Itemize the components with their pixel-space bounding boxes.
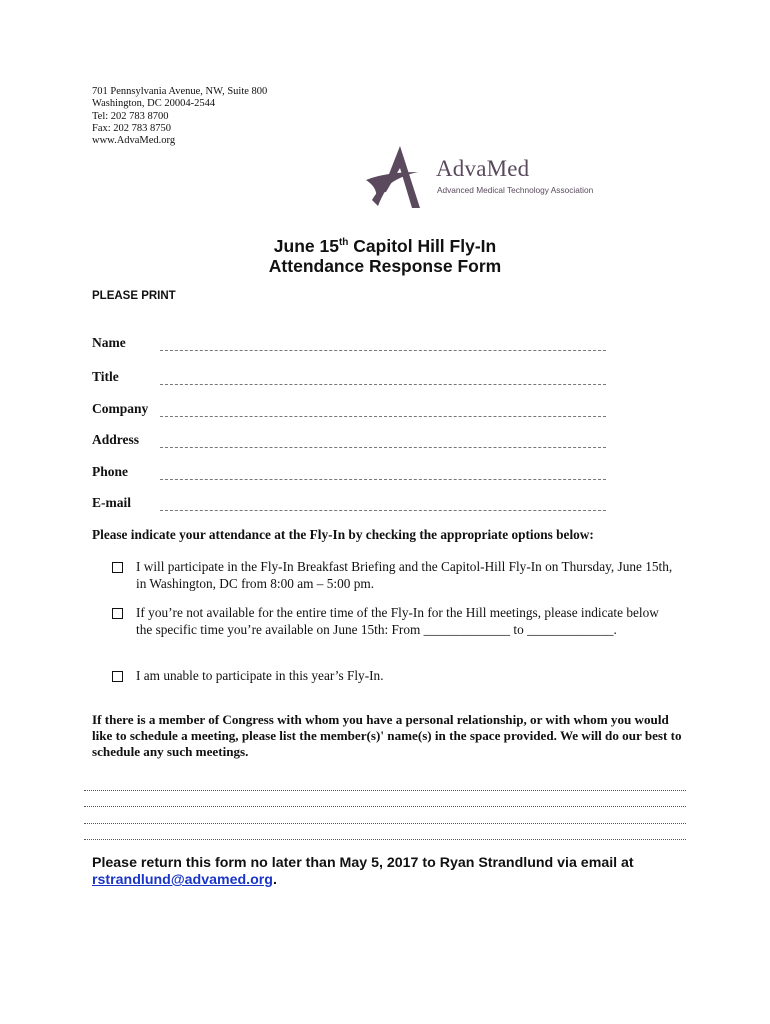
option-text: If you’re not available for the entire time of the Fly-In for the Hill meetings, please indicate below the specific time you’re available on June 15th: From _____________ to _____________. bbox=[136, 605, 659, 637]
address-input-line[interactable] bbox=[160, 447, 606, 448]
title-field[interactable] bbox=[92, 369, 612, 389]
title-event: Capitol Hill Fly-In bbox=[348, 236, 497, 256]
field-label: Phone bbox=[92, 464, 129, 479]
congress-entry-line[interactable] bbox=[84, 790, 686, 791]
title-line-2: Attendance Response Form bbox=[268, 256, 502, 276]
phone-input-line[interactable] bbox=[160, 479, 606, 480]
advamed-logo bbox=[360, 142, 620, 212]
congress-member-instructions: If there is a member of Congress with whom you have a personal relationship, or with whom you would like to schedule a meeting, please list the member(s)' name(s) in the space provided. We will do our best to schedule any such meetings. bbox=[92, 712, 682, 759]
title-line-1 bbox=[0, 236, 770, 256]
company-field[interactable] bbox=[92, 401, 612, 421]
address-field[interactable] bbox=[92, 432, 612, 452]
field-label: Address bbox=[92, 432, 140, 447]
email-link[interactable]: rstrandlund@advamed.org bbox=[92, 872, 273, 888]
address-block bbox=[92, 86, 267, 147]
form-title bbox=[0, 236, 770, 276]
logo-tagline: Advanced Medical Technology Association bbox=[437, 185, 594, 195]
attendance-instructions: Please indicate your attendance at the Fly-In by checking the appropriate options below: bbox=[92, 527, 594, 542]
field-label: E-mail bbox=[92, 495, 131, 510]
name-input-line[interactable] bbox=[160, 350, 606, 351]
logo-name: AdvaMed bbox=[436, 156, 530, 181]
option-text: I am unable to participate in this year’s Fly-In. bbox=[136, 668, 384, 683]
return-text: Please return this form no later than May 5, 2017 to Ryan Strandlund via email at bbox=[92, 855, 634, 871]
checkbox[interactable] bbox=[112, 671, 123, 682]
congress-entry-line[interactable] bbox=[84, 806, 686, 807]
website-line: www.AdvaMed.org bbox=[92, 135, 176, 147]
email-input-line[interactable] bbox=[160, 510, 606, 511]
field-label: Title bbox=[92, 369, 119, 384]
title-input-line[interactable] bbox=[160, 384, 606, 385]
return-instructions bbox=[92, 855, 692, 889]
return-suffix: . bbox=[272, 872, 277, 888]
address-line: 701 Pennsylvania Avenue, NW, Suite 800 bbox=[92, 86, 268, 97]
congress-entry-line[interactable] bbox=[84, 839, 686, 840]
title-superscript: th bbox=[338, 237, 349, 248]
name-field[interactable] bbox=[92, 335, 612, 355]
please-print-label: PLEASE PRINT bbox=[92, 290, 176, 302]
phone-line: Tel: 202 783 8700 bbox=[92, 110, 169, 122]
email-field[interactable] bbox=[92, 495, 612, 515]
option-text: I will participate in the Fly-In Breakfast Briefing and the Capitol-Hill Fly-In on Thursday, June 15th, in Washington, DC from 8:00 am – 5:00 pm. bbox=[136, 559, 673, 591]
company-input-line[interactable] bbox=[160, 416, 606, 417]
fax-line: Fax: 202 783 8750 bbox=[92, 122, 172, 134]
congress-entry-line[interactable] bbox=[84, 823, 686, 824]
checkbox[interactable] bbox=[112, 562, 123, 573]
title-date: June 15 bbox=[273, 236, 339, 256]
checkbox[interactable] bbox=[112, 608, 123, 619]
field-label: Name bbox=[92, 335, 126, 350]
phone-field[interactable] bbox=[92, 464, 612, 484]
address-line: Washington, DC 20004-2544 bbox=[92, 98, 216, 110]
field-label: Company bbox=[92, 401, 149, 416]
advamed-a-logo-icon bbox=[360, 142, 432, 212]
